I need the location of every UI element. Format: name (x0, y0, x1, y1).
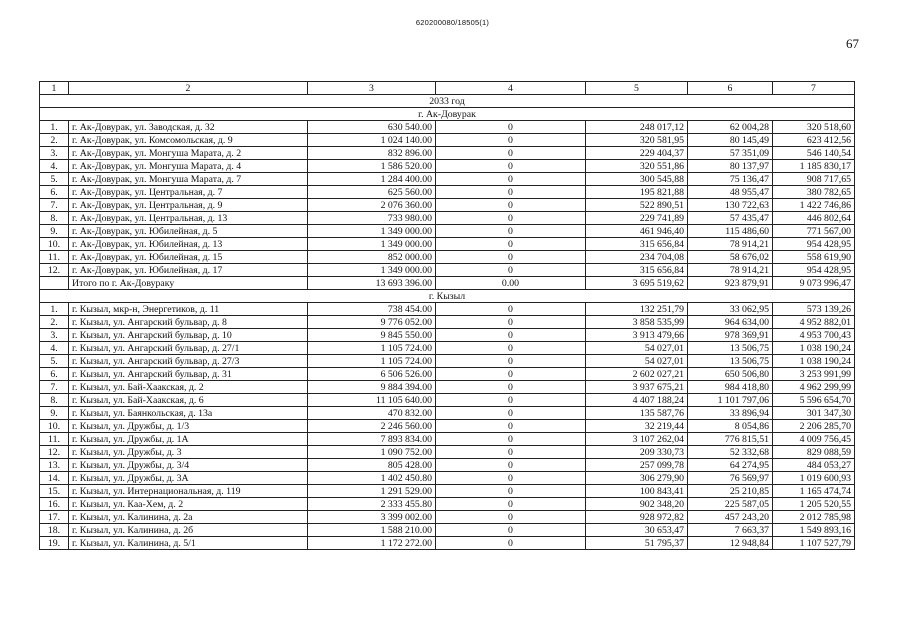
amount-col4: 0 (436, 134, 586, 147)
address: г. Кызыл, ул. Калинина, д. 2б (69, 524, 308, 537)
amount-col4: 0 (436, 186, 586, 199)
amount-col7: 2 206 285,70 (773, 420, 855, 433)
amount-col3: 1 024 140.00 (308, 134, 436, 147)
amount-col7: 623 412,56 (773, 134, 855, 147)
table-row (40, 329, 855, 342)
amount-col3: 1 349 000.00 (308, 238, 436, 251)
column-number-2: 2 (69, 82, 308, 95)
amount-col7: 1 185 830,17 (773, 160, 855, 173)
address: г. Кызыл, ул. Баянкольская, д. 13а (69, 407, 308, 420)
amount-col6: 776 815,51 (688, 433, 773, 446)
year-label: 2033 год (40, 95, 855, 108)
amount-col5: 928 972,82 (586, 511, 688, 524)
amount-col6: 650 506,80 (688, 368, 773, 381)
row-number: 16. (40, 498, 69, 511)
amount-col6: 984 418,80 (688, 381, 773, 394)
amount-col6: 76 569,97 (688, 472, 773, 485)
amount-col5: 4 407 188,24 (586, 394, 688, 407)
amount-col3: 1 349 000.00 (308, 264, 436, 277)
amount-col6: 1 101 797,06 (688, 394, 773, 407)
amount-col6: 7 663,37 (688, 524, 773, 537)
amount-col5: 3 107 262,04 (586, 433, 688, 446)
amount-col6: 225 587,05 (688, 498, 773, 511)
amount-col5: 229 741,89 (586, 212, 688, 225)
amount-col6: 33 896,94 (688, 407, 773, 420)
amount-col6: 57 351,09 (688, 147, 773, 160)
table-row (40, 472, 855, 485)
table-row (40, 251, 855, 264)
column-number-4: 4 (436, 82, 586, 95)
amount-col4: 0 (436, 264, 586, 277)
amount-col6: 33 062,95 (688, 303, 773, 316)
address: г. Кызыл, ул. Каа-Хем, д. 2 (69, 498, 308, 511)
amount-col7: 1 038 190,24 (773, 342, 855, 355)
row-number: 17. (40, 511, 69, 524)
amount-col4: 0 (436, 342, 586, 355)
amount-col5: 461 946,40 (586, 225, 688, 238)
amount-col7: 1 107 527,79 (773, 537, 855, 550)
address: г. Ак-Довурак, ул. Комсомольская, д. 9 (69, 134, 308, 147)
amount-col7: 558 619,90 (773, 251, 855, 264)
table-row (40, 238, 855, 251)
amount-col7: 1 422 746,86 (773, 199, 855, 212)
amount-col7: 2 012 785,98 (773, 511, 855, 524)
row-number: 2. (40, 134, 69, 147)
row-number: 11. (40, 251, 69, 264)
row-number: 11. (40, 433, 69, 446)
amount-col4: 0 (436, 303, 586, 316)
row-number: 6. (40, 368, 69, 381)
address: г. Ак-Довурак, ул. Центральная, д. 13 (69, 212, 308, 225)
amount-col6: 64 274,95 (688, 459, 773, 472)
address: г. Ак-Довурак, ул. Юбилейная, д. 17 (69, 264, 308, 277)
amount-col4: 0.00 (436, 277, 586, 290)
column-number-6: 6 (688, 82, 773, 95)
address: г. Кызыл, ул. Дружбы, д. 3/4 (69, 459, 308, 472)
address: г. Ак-Довурак, ул. Заводская, д. 32 (69, 121, 308, 134)
table-row (40, 147, 855, 160)
amount-col5: 51 795,37 (586, 537, 688, 550)
amount-col5: 54 027,01 (586, 342, 688, 355)
amount-col3: 9 776 052.00 (308, 316, 436, 329)
amount-col3: 9 845 550.00 (308, 329, 436, 342)
row-number: 8. (40, 394, 69, 407)
amount-col3: 630 540.00 (308, 121, 436, 134)
amount-col7: 4 953 700,43 (773, 329, 855, 342)
table-row (40, 199, 855, 212)
amount-col4: 0 (436, 511, 586, 524)
amount-col5: 229 404,37 (586, 147, 688, 160)
page-number: 67 (846, 36, 859, 51)
amount-col5: 257 099,78 (586, 459, 688, 472)
table-row (40, 394, 855, 407)
amount-col4: 0 (436, 238, 586, 251)
amount-col4: 0 (436, 329, 586, 342)
address: г. Ак-Довурак, ул. Юбилейная, д. 5 (69, 225, 308, 238)
table-row (40, 407, 855, 420)
amount-col7: 446 802,64 (773, 212, 855, 225)
row-number: 19. (40, 537, 69, 550)
column-number-7: 7 (773, 82, 855, 95)
column-number-5: 5 (586, 82, 688, 95)
amount-col7: 829 088,59 (773, 446, 855, 459)
amount-col6: 78 914,21 (688, 264, 773, 277)
address: г. Кызыл, ул. Дружбы, д. 3А (69, 472, 308, 485)
year-row (40, 95, 855, 108)
amount-col5: 902 348,20 (586, 498, 688, 511)
table-row (40, 264, 855, 277)
amount-col4: 0 (436, 368, 586, 381)
address: г. Ак-Довурак, ул. Монгуша Марата, д. 7 (69, 173, 308, 186)
amount-col7: 546 140,54 (773, 147, 855, 160)
table-row (40, 355, 855, 368)
table-row (40, 537, 855, 550)
amount-col3: 7 893 834.00 (308, 433, 436, 446)
amount-col4: 0 (436, 160, 586, 173)
amount-col7: 4 009 756,45 (773, 433, 855, 446)
amount-col7: 380 782,65 (773, 186, 855, 199)
table-row (40, 524, 855, 537)
amount-col4: 0 (436, 446, 586, 459)
amount-col5: 248 017,12 (586, 121, 688, 134)
row-number: 4. (40, 160, 69, 173)
amount-col7: 1 549 893,16 (773, 524, 855, 537)
amount-col4: 0 (436, 537, 586, 550)
amount-col7: 1 019 600,93 (773, 472, 855, 485)
amount-col5: 3 937 675,21 (586, 381, 688, 394)
address: г. Кызыл, ул. Ангарский бульвар, д. 10 (69, 329, 308, 342)
amount-col5: 300 545,88 (586, 173, 688, 186)
row-number: 18. (40, 524, 69, 537)
data-table (39, 81, 855, 550)
amount-col7: 771 567,00 (773, 225, 855, 238)
address: г. Кызыл, мкр-н, Энергетиков, д. 11 (69, 303, 308, 316)
total-row (40, 277, 855, 290)
table-row (40, 498, 855, 511)
amount-col7: 954 428,95 (773, 238, 855, 251)
row-number: 14. (40, 472, 69, 485)
address: г. Ак-Довурак, ул. Юбилейная, д. 13 (69, 238, 308, 251)
amount-col6: 78 914,21 (688, 238, 773, 251)
amount-col3: 11 105 640.00 (308, 394, 436, 407)
table-row (40, 303, 855, 316)
amount-col6: 13 506,75 (688, 342, 773, 355)
amount-col4: 0 (436, 407, 586, 420)
row-number: 2. (40, 316, 69, 329)
amount-col5: 3 858 535,99 (586, 316, 688, 329)
amount-col5: 195 821,88 (586, 186, 688, 199)
address: г. Ак-Довурак, ул. Юбилейная, д. 15 (69, 251, 308, 264)
amount-col3: 1 090 752.00 (308, 446, 436, 459)
amount-col6: 25 210,85 (688, 485, 773, 498)
amount-col6: 13 506,75 (688, 355, 773, 368)
address: г. Кызыл, ул. Бай-Хаакская, д. 6 (69, 394, 308, 407)
amount-col3: 1 105 724.00 (308, 355, 436, 368)
amount-col3: 1 586 520.00 (308, 160, 436, 173)
amount-col6: 48 955,47 (688, 186, 773, 199)
row-number: 15. (40, 485, 69, 498)
amount-col4: 0 (436, 472, 586, 485)
address: г. Кызыл, ул. Калинина, д. 2а (69, 511, 308, 524)
amount-col3: 1 588 210.00 (308, 524, 436, 537)
address: г. Кызыл, ул. Дружбы, д. 1/3 (69, 420, 308, 433)
amount-col6: 80 145,49 (688, 134, 773, 147)
amount-col4: 0 (436, 199, 586, 212)
address: г. Ак-Довурак, ул. Центральная, д. 7 (69, 186, 308, 199)
amount-col7: 320 518,60 (773, 121, 855, 134)
amount-col4: 0 (436, 381, 586, 394)
address: г. Ак-Довурак, ул. Центральная, д. 9 (69, 199, 308, 212)
row-number: 10. (40, 238, 69, 251)
address: г. Кызыл, ул. Дружбы, д. 3 (69, 446, 308, 459)
amount-col3: 805 428.00 (308, 459, 436, 472)
amount-col4: 0 (436, 121, 586, 134)
table-row (40, 420, 855, 433)
table-row (40, 368, 855, 381)
amount-col4: 0 (436, 498, 586, 511)
amount-col4: 0 (436, 433, 586, 446)
row-number (40, 277, 69, 290)
column-number-row (40, 82, 855, 95)
amount-col3: 13 693 396.00 (308, 277, 436, 290)
amount-col6: 115 486,60 (688, 225, 773, 238)
amount-col5: 320 581,95 (586, 134, 688, 147)
row-number: 5. (40, 173, 69, 186)
amount-col4: 0 (436, 212, 586, 225)
amount-col7: 954 428,95 (773, 264, 855, 277)
table-row (40, 160, 855, 173)
amount-col4: 0 (436, 316, 586, 329)
table-row (40, 459, 855, 472)
row-number: 10. (40, 420, 69, 433)
table-row (40, 134, 855, 147)
amount-col3: 470 832.00 (308, 407, 436, 420)
row-number: 12. (40, 446, 69, 459)
row-number: 4. (40, 342, 69, 355)
row-number: 1. (40, 303, 69, 316)
column-number-1: 1 (40, 82, 69, 95)
row-number: 9. (40, 225, 69, 238)
amount-col4: 0 (436, 524, 586, 537)
address: г. Кызыл, ул. Калинина, д. 5/1 (69, 537, 308, 550)
row-number: 3. (40, 329, 69, 342)
column-number-3: 3 (308, 82, 436, 95)
amount-col3: 1 284 400.00 (308, 173, 436, 186)
amount-col7: 5 596 654,70 (773, 394, 855, 407)
amount-col5: 3 913 479,66 (586, 329, 688, 342)
amount-col3: 2 076 360.00 (308, 199, 436, 212)
table-row (40, 446, 855, 459)
row-number: 7. (40, 199, 69, 212)
row-number: 7. (40, 381, 69, 394)
amount-col3: 1 105 724.00 (308, 342, 436, 355)
amount-col4: 0 (436, 251, 586, 264)
amount-col3: 1 402 450.80 (308, 472, 436, 485)
amount-col7: 4 952 882,01 (773, 316, 855, 329)
row-number: 5. (40, 355, 69, 368)
amount-col4: 0 (436, 420, 586, 433)
amount-col3: 733 980.00 (308, 212, 436, 225)
address: г. Кызыл, ул. Ангарский бульвар, д. 27/3 (69, 355, 308, 368)
amount-col5: 522 890,51 (586, 199, 688, 212)
amount-col6: 923 879,91 (688, 277, 773, 290)
amount-col4: 0 (436, 459, 586, 472)
amount-col4: 0 (436, 147, 586, 160)
amount-col5: 315 656,84 (586, 264, 688, 277)
amount-col5: 32 219,44 (586, 420, 688, 433)
address: г. Ак-Довурак, ул. Монгуша Марата, д. 2 (69, 147, 308, 160)
amount-col7: 301 347,30 (773, 407, 855, 420)
table-row (40, 225, 855, 238)
amount-col7: 484 053,27 (773, 459, 855, 472)
amount-col3: 3 399 002.00 (308, 511, 436, 524)
amount-col6: 75 136,47 (688, 173, 773, 186)
address: г. Кызыл, ул. Интернациональная, д. 119 (69, 485, 308, 498)
row-number: 1. (40, 121, 69, 134)
document-id: 620200080/18505(1) (415, 18, 490, 27)
amount-col6: 457 243,20 (688, 511, 773, 524)
amount-col4: 0 (436, 173, 586, 186)
amount-col3: 1 291 529.00 (308, 485, 436, 498)
city-section-row (40, 108, 855, 121)
amount-col7: 908 717,65 (773, 173, 855, 186)
amount-col5: 234 704,08 (586, 251, 688, 264)
amount-col7: 1 165 474,74 (773, 485, 855, 498)
amount-col5: 3 695 519,62 (586, 277, 688, 290)
row-number: 8. (40, 212, 69, 225)
amount-col6: 8 054,86 (688, 420, 773, 433)
table-row (40, 212, 855, 225)
address: г. Кызыл, ул. Ангарский бульвар, д. 8 (69, 316, 308, 329)
amount-col6: 964 634,00 (688, 316, 773, 329)
amount-col3: 832 896.00 (308, 147, 436, 160)
amount-col7: 573 139,26 (773, 303, 855, 316)
amount-col7: 9 073 996,47 (773, 277, 855, 290)
address: г. Кызыл, ул. Дружбы, д. 1А (69, 433, 308, 446)
amount-col6: 57 435,47 (688, 212, 773, 225)
row-number: 13. (40, 459, 69, 472)
address: г. Кызыл, ул. Ангарский бульвар, д. 27/1 (69, 342, 308, 355)
amount-col3: 1 172 272.00 (308, 537, 436, 550)
amount-col7: 1 205 520,55 (773, 498, 855, 511)
amount-col6: 58 676,02 (688, 251, 773, 264)
table-row (40, 173, 855, 186)
amount-col3: 738 454.00 (308, 303, 436, 316)
city-section-label: г. Кызыл (40, 290, 855, 303)
table-row (40, 485, 855, 498)
amount-col4: 0 (436, 485, 586, 498)
amount-col6: 978 369,91 (688, 329, 773, 342)
table-row (40, 433, 855, 446)
amount-col7: 3 253 991,99 (773, 368, 855, 381)
amount-col6: 52 332,68 (688, 446, 773, 459)
city-section-row (40, 290, 855, 303)
amount-col6: 12 948,84 (688, 537, 773, 550)
row-number: 12. (40, 264, 69, 277)
amount-col5: 132 251,79 (586, 303, 688, 316)
city-section-label: г. Ак-Довурак (40, 108, 855, 121)
row-number: 6. (40, 186, 69, 199)
address: г. Кызыл, ул. Ангарский бульвар, д. 31 (69, 368, 308, 381)
table-row (40, 342, 855, 355)
amount-col6: 130 722,63 (688, 199, 773, 212)
amount-col5: 54 027,01 (586, 355, 688, 368)
table-row (40, 186, 855, 199)
amount-col5: 100 843,41 (586, 485, 688, 498)
row-number: 3. (40, 147, 69, 160)
amount-col4: 0 (436, 225, 586, 238)
table-row (40, 381, 855, 394)
amount-col3: 2 246 560.00 (308, 420, 436, 433)
address: Итого по г. Ак-Довураку (69, 277, 308, 290)
amount-col5: 135 587,76 (586, 407, 688, 420)
amount-col3: 2 333 455.80 (308, 498, 436, 511)
amount-col5: 306 279,90 (586, 472, 688, 485)
amount-col3: 6 506 526.00 (308, 368, 436, 381)
address: г. Ак-Довурак, ул. Монгуша Марата, д. 4 (69, 160, 308, 173)
amount-col4: 0 (436, 355, 586, 368)
table-row (40, 316, 855, 329)
amount-col7: 4 962 299,99 (773, 381, 855, 394)
amount-col5: 209 330,73 (586, 446, 688, 459)
amount-col5: 320 551,86 (586, 160, 688, 173)
amount-col6: 62 004,28 (688, 121, 773, 134)
amount-col7: 1 038 190,24 (773, 355, 855, 368)
row-number: 9. (40, 407, 69, 420)
amount-col3: 9 884 394.00 (308, 381, 436, 394)
table-row (40, 511, 855, 524)
amount-col3: 625 560.00 (308, 186, 436, 199)
amount-col5: 30 653,47 (586, 524, 688, 537)
amount-col6: 80 137,97 (688, 160, 773, 173)
amount-col5: 315 656,84 (586, 238, 688, 251)
amount-col4: 0 (436, 394, 586, 407)
table-row (40, 121, 855, 134)
address: г. Кызыл, ул. Бай-Хаакская, д. 2 (69, 381, 308, 394)
amount-col3: 852 000.00 (308, 251, 436, 264)
amount-col5: 2 602 027,21 (586, 368, 688, 381)
amount-col3: 1 349 000.00 (308, 225, 436, 238)
